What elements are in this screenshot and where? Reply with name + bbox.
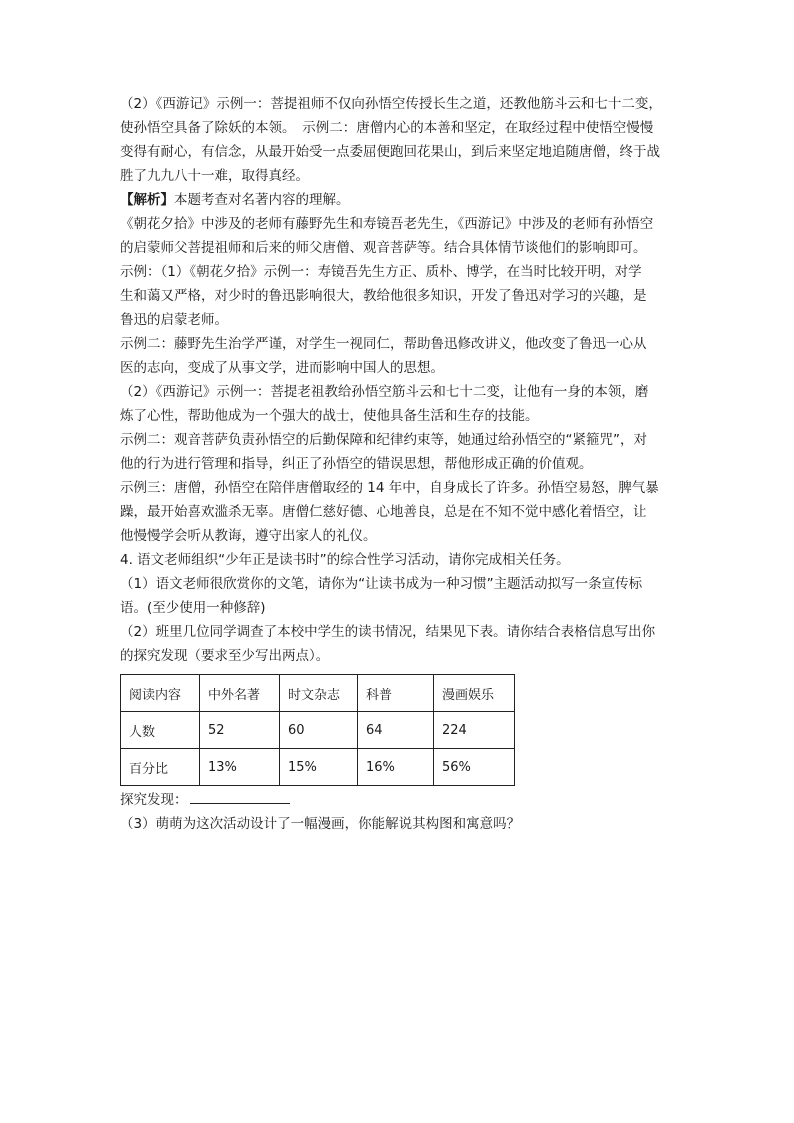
text-line: 生和蔼又严格，对少时的鲁迅影响很大，教给他很多知识，开发了鲁迅对学习的兴趣，是 [120,288,647,304]
analysis-text: 本题考查对名著内容的理解。 [174,192,350,208]
text-line: 4. 语文老师组织“少年正是读书时”的综合性学习活动，请你完成相关任务。 [120,552,570,568]
table-cell: 64 [358,712,434,749]
analysis-label: 【解析】 [120,192,174,208]
table-cell: 人数 [121,712,200,749]
finding-label: 探究发现： [120,792,188,808]
table-cell: 224 [434,712,515,749]
text-line: 的探究发现（要求至少写出两点）。 [120,648,330,664]
table-row [121,675,515,712]
table-cell: 中外名著 [200,675,280,712]
finding-line [120,788,680,812]
text-line: 医的志向，变成了从事文学，进而影响中国人的思想。 [120,360,444,376]
text-line: 的启蒙师父菩提祖师和后来的师父唐僧、观音菩萨等。结合具体情节谈他们的影响即可。 [120,240,647,256]
table-cell: 15% [280,749,358,786]
text-line: 躁，最开始喜欢滥杀无辜。唐僧仁慈好德、心地善良，总是在不知不觉中感化着悟空，让 [120,504,647,520]
table-cell: 60 [280,712,358,749]
text-line: 炼了心性，帮助他成为一个强大的战士，使他具备生活和生存的技能。 [120,408,539,424]
table-cell: 52 [200,712,280,749]
table-cell: 16% [358,749,434,786]
table-cell: 百分比 [121,749,200,786]
analysis-block [120,212,680,668]
table-cell: 56% [434,749,515,786]
answer-blank[interactable] [190,789,290,804]
answer-block [120,92,680,188]
table-row [121,749,515,786]
text-line: 鲁迅的启蒙老师。 [120,312,228,328]
text-line: 示例：（1）《朝花夕拾》示例一：寿镜吾先生方正、质朴、博学，在当时比较开明，对学 [120,264,642,280]
text-line: （1）语文老师很欣赏你的文笔，请你为“让读书成为一种习惯”主题活动拟写一条宣传标 [120,576,643,592]
text-line: 使孙悟空具备了除妖的本领。 示例二：唐僧内心的本善和坚定，在取经过程中使悟空慢慢 [120,120,654,136]
table-cell: 时文杂志 [280,675,358,712]
reading-survey-table [120,674,515,786]
text-line: 示例二：藤野先生治学严谨，对学生一视同仁，帮助鲁迅修改讲义，他改变了鲁迅一心从 [120,336,647,352]
document-page [120,92,680,836]
table-cell: 科普 [358,675,434,712]
text-line: 变得有耐心，有信念，从最开始受一点委屈便跑回花果山，到后来坚定地追随唐僧，终于战 [120,144,660,160]
table-cell: 阅读内容 [121,675,200,712]
table-cell: 漫画娱乐 [434,675,515,712]
text-line: （2）《西游记》示例一：菩提祖师不仅向孙悟空传授长生之道，还教他筋斗云和七十二变， [120,96,662,112]
text-line: 他慢慢学会听从教诲，遵守出家人的礼仪。 [120,528,377,544]
text-line: 胜了九九八十一难，取得真经。 [120,168,309,184]
table-cell: 13% [200,749,280,786]
text-line: 示例三：唐僧，孙悟空在陪伴唐僧取经的 14 年中，自身成长了许多。孙悟空易怒，脾气暴 [120,480,659,496]
text-line: 示例二：观音菩萨负责孙悟空的后勤保障和纪律约束等，她通过给孙悟空的“紧箍咒”，对 [120,432,647,448]
analysis-line [120,188,680,212]
question-3-line: （3）萌萌为这次活动设计了一幅漫画，你能解说其构图和寓意吗？ [120,816,521,832]
text-line: 语。(至少使用一种修辞) [120,600,266,616]
text-line: （2）班里几位同学调查了本校中学生的读书情况，结果见下表。请你结合表格信息写出你 [120,624,656,640]
text-line: （2）《西游记》示例一：菩提老祖教给孙悟空筋斗云和七十二变，让他有一身的本领，磨 [120,384,649,400]
table-row [121,712,515,749]
text-line: 他的行为进行管理和指导，纠正了孙悟空的错误思想，帮他形成正确的价值观。 [120,456,593,472]
text-line: 《朝花夕拾》中涉及的老师有藤野先生和寿镜吾老先生，《西游记》中涉及的老师有孙悟空 [120,216,654,232]
